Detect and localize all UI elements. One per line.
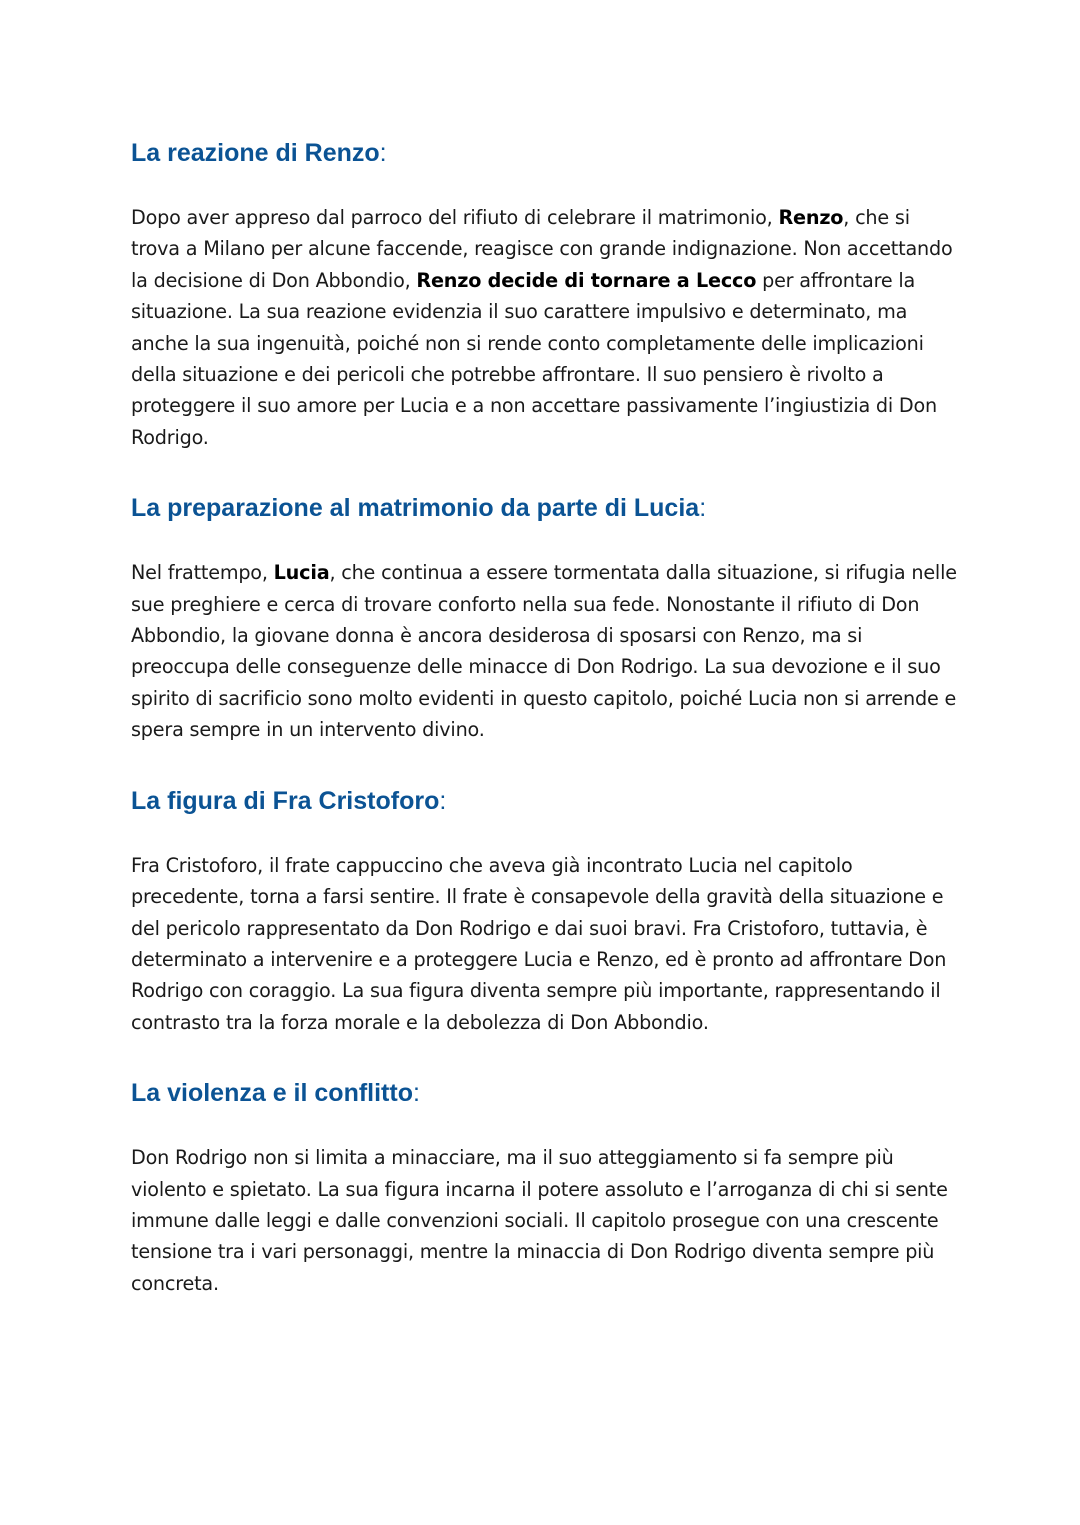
section-heading: La reazione di Renzo: (131, 139, 387, 167)
section-heading: La preparazione al matrimonio da parte di Lucia: (131, 494, 707, 523)
section-lucia-preparation (131, 491, 961, 745)
section-paragraph: Dopo aver appreso dal parroco del rifiuto di celebrare il matrimonio, Renzo, che si trova a Milano per alcune faccende, reagisce con grande indignazione. Non accettando la decisione di Don Abbondio, Renzo decide di tornare a Lecco per affrontare la situazione. La sua reazione evidenzia il suo carattere impulsivo e determinato, ma anche la sua ingenuità, poiché non si rende conto completamente delle implicazioni della situazione e dei pericoli che potrebbe affrontare. Il suo pensiero è rivolto a proteggere il suo amore per Lucia e a non accettare passivamente l’ingiustizia di Don Rodrigo. (131, 206, 953, 449)
section-heading: La violenza e il conflitto: (131, 1079, 420, 1108)
section-paragraph: Don Rodrigo non si limita a minacciare, ma il suo atteggiamento si fa sempre più violento e spietato. La sua figura incarna il potere assoluto e l’arroganza di chi si sente immune dalle leggi e dalle convenzioni sociali. Il capitolo prosegue con una crescente tensione tra i vari personaggi, mentre la minaccia di Don Rodrigo diventa sempre più concreta. (131, 1146, 948, 1295)
section-violence-conflict (131, 1076, 961, 1299)
section-renzo-reaction (131, 136, 961, 453)
section-paragraph: Fra Cristoforo, il frate cappuccino che aveva già incontrato Lucia nel capitolo precedente, torna a farsi sentire. Il frate è consapevole della gravità della situazione e del pericolo rappresentato da Don Rodrigo e dai suoi bravi. Fra Cristoforo, tuttavia, è determinato a intervenire e a proteggere Lucia e Renzo, ed è pronto ad affrontare Don Rodrigo con coraggio. La sua figura diventa sempre più importante, rappresentando il contrasto tra la forza morale e la debolezza di Don Abbondio. (131, 853, 947, 1034)
section-paragraph: Nel frattempo, Lucia, che continua a essere tormentata dalla situazione, si rifugia nelle sue preghiere e cerca di trovare conforto nella sua fede. Nonostante il rifiuto di Don Abbondio, la giovane donna è ancora desiderosa di sposarsi con Renzo, ma si preoccupa delle conseguenze delle minacce di Don Rodrigo. La sua devozione e il suo spirito di sacrificio sono molto evidenti in questo capitolo, poiché Lucia non si arrende e spera sempre in un intervento divino. (131, 561, 957, 742)
document-content (131, 136, 961, 1299)
section-heading: La figura di Fra Cristoforo: (131, 786, 447, 815)
section-fra-cristoforo (131, 784, 961, 1038)
